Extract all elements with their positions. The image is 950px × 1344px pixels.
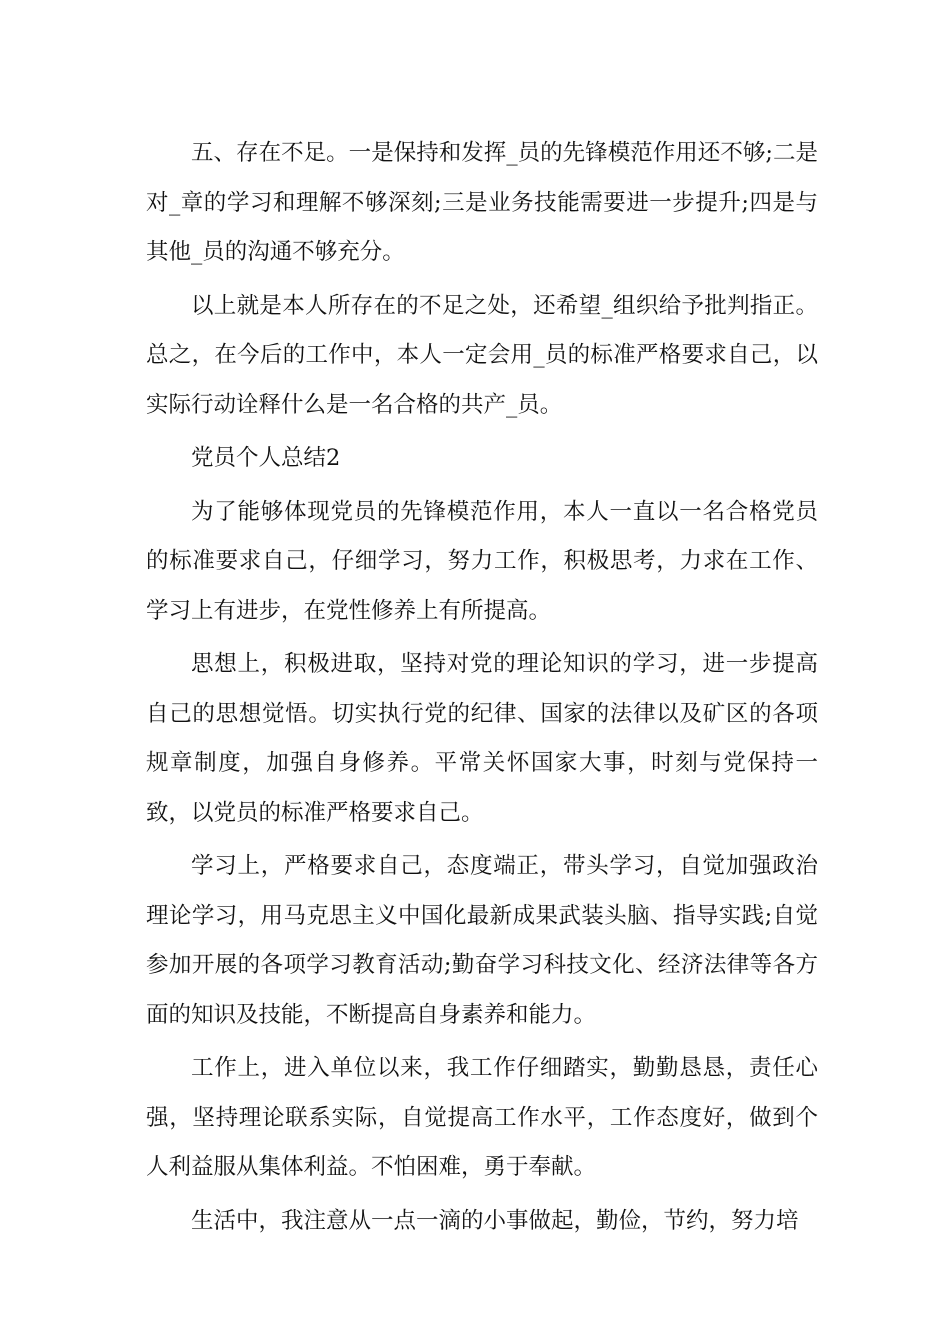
section-heading: 党员个人总结2 [191,445,341,471]
document-body [146,129,818,1250]
paragraph-life: 生活中，我注意从一点一滴的小事做起，勤俭，节约，努力培 [191,1207,799,1234]
paragraph-intro: 为了能够体现党员的先锋模范作用，本人一直以一名合格党员的标准要求自己，仔细学习，努力工作，积极思考，力求在工作、学习上有进步，在党性修养上有所提高。 [146,498,818,624]
paragraph-work: 工作上，进入单位以来，我工作仔细踏实，勤勤恳恳，责任心强，坚持理论联系实际，自觉提高工作水平，工作态度好，做到个人利益服从集体利益。不怕困难，勇于奉献。 [146,1055,818,1180]
paragraph-study: 学习上，严格要求自己，态度端正，带头学习，自觉加强政治理论学习，用马克思主义中国化最新成果武装头脑、指导实践;自觉参加开展的各项学习教育活动;勤奋学习科技文化、经济法律等各方面的知识及技能，不断提高自身素养和能力。 [146,853,818,1028]
paragraph-conclusion: 以上就是本人所存在的不足之处，还希望_组织给予批判指正。总之，在今后的工作中，本人一定会用_员的标准严格要求自己，以实际行动诠释什么是一名合格的共产_员。 [146,292,818,418]
paragraph-ideology: 思想上，积极进取，坚持对党的理论知识的学习，进一步提高自己的思想觉悟。切实执行党的纪律、国家的法律以及矿区的各项规章制度，加强自身修养。平常关怀国家大事，时刻与党保持一致，以党员的标准严格要求自己。 [146,651,818,826]
paragraph-shortcomings: 五、存在不足。一是保持和发挥_员的先锋模范作用还不够;二是对_章的学习和理解不够深刻;三是业务技能需要进一步提升;四是与其他_员的沟通不够充分。 [146,140,818,265]
